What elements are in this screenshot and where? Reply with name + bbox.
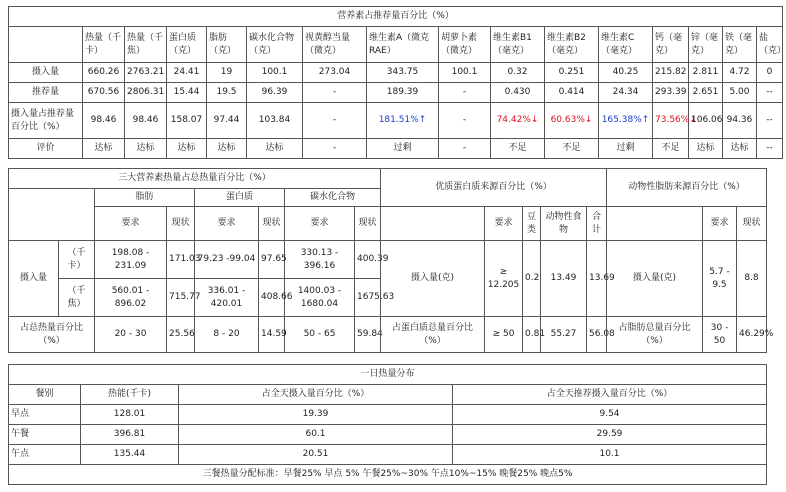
row-label: 推荐量 [9, 83, 83, 103]
t1-header: 胡萝卜素（微克） [439, 27, 491, 63]
cell: - [439, 103, 491, 139]
cell: 8.8 [737, 241, 767, 317]
t2-cur-header: 现状 [355, 207, 381, 241]
cell: 100.1 [247, 63, 303, 83]
cell: 达标 [247, 139, 303, 159]
t2-fat-header: 脂肪 [95, 189, 195, 207]
cell: 午餐 [9, 425, 81, 445]
cell: 过剩 [367, 139, 439, 159]
cell: 46.29% [737, 317, 767, 353]
cell: 8 - 20 [195, 317, 259, 353]
t4-req-header: 要求 [703, 207, 737, 241]
cell: 715.77 [167, 279, 195, 317]
cell: 10.1 [453, 445, 767, 465]
cell: 408.66 [259, 279, 285, 317]
row-label: 摄入量 [9, 63, 83, 83]
t3-req-header: 要求 [485, 207, 523, 241]
t4-cur-header: 现状 [737, 207, 767, 241]
t1-title: 营养素占推荐量百分比（%） [9, 7, 783, 27]
row-label: 评价 [9, 139, 83, 159]
cell: 60.1 [179, 425, 453, 445]
t2-carb-header: 碳水化合物 [285, 189, 381, 207]
t4-row-percent [607, 317, 767, 353]
t1-row-recommended [9, 83, 783, 103]
t1-header: 碳水化合物（克） [247, 27, 303, 63]
cell-under: 60.63%↓ [545, 103, 599, 139]
cell: 103.84 [247, 103, 303, 139]
cell: 0.251 [545, 63, 599, 83]
cell: 达标 [689, 139, 723, 159]
t4-row-intake [607, 241, 767, 317]
cell: 400.39 [355, 241, 381, 279]
cell: 0.430 [491, 83, 545, 103]
cell: 19.39 [179, 405, 453, 425]
t2-row-kcal [9, 241, 381, 279]
nutrient-percent-table [8, 6, 786, 159]
cell: 1675.63 [355, 279, 381, 317]
cell: 293.39 [653, 83, 689, 103]
t4-intake-label: 摄入量(克) [607, 241, 703, 317]
cell: 396.81 [81, 425, 179, 445]
t5-footer-note: 三餐热量分配标准：早餐25% 早点 5% 午餐25%~30% 午点10%~15% 晚餐25% 晚点5% [9, 465, 767, 485]
cell: 13.49 [541, 241, 587, 317]
t5-header-row [9, 385, 767, 405]
cell: 不足 [491, 139, 545, 159]
t1-row-intake [9, 63, 783, 83]
cell: 15.44 [167, 83, 207, 103]
cell: 198.08 - 231.09 [95, 241, 167, 279]
t2-kcal-label: （千卡） [59, 241, 95, 279]
cell: 171.03 [167, 241, 195, 279]
cell: 97.65 [259, 241, 285, 279]
t1-row-percent [9, 103, 783, 139]
cell: 97.44 [207, 103, 247, 139]
t1-header: 钙（毫克） [653, 27, 689, 63]
cell: 2.651 [689, 83, 723, 103]
cell: 560.01 - 896.02 [95, 279, 167, 317]
cell: 79.23 -99.04 [195, 241, 259, 279]
t1-header: 蛋白质（克） [167, 27, 207, 63]
cell: 达标 [167, 139, 207, 159]
cell: ≥ 12.205 [485, 241, 523, 317]
cell: 40.25 [599, 63, 653, 83]
cell: 0.414 [545, 83, 599, 103]
t1-header-row [9, 27, 783, 63]
daily-energy-distribution-table [8, 364, 767, 485]
cell: 50 - 65 [285, 317, 355, 353]
t2-row-kj [9, 279, 381, 317]
cell: 20.51 [179, 445, 453, 465]
t5-row [9, 445, 767, 465]
cell: - [303, 83, 367, 103]
cell: 达标 [207, 139, 247, 159]
t5-header: 热能(千卡) [81, 385, 179, 405]
t3-pct-label: 占蛋白质总量百分比（%） [381, 317, 485, 353]
t1-header: 铁（毫克） [723, 27, 757, 63]
cell: 128.01 [81, 405, 179, 425]
cell-over: 181.51%↑ [367, 103, 439, 139]
cell: 9.54 [453, 405, 767, 425]
cell: 5.7 - 9.5 [703, 241, 737, 317]
cell: 98.46 [83, 103, 125, 139]
cell: 早点 [9, 405, 81, 425]
t1-header: 盐（克） [757, 27, 783, 63]
t2-pct-label: 占总热量百分比（%） [9, 317, 95, 353]
cell: 330.13 - 396.16 [285, 241, 355, 279]
cell: 2806.31 [125, 83, 167, 103]
t1-corner [9, 27, 83, 63]
cell: 55.27 [541, 317, 587, 353]
cell: 不足 [653, 139, 689, 159]
t1-header: 锌（毫克） [689, 27, 723, 63]
cell: -- [757, 139, 783, 159]
cell: - [439, 139, 491, 159]
t1-header: 维生素B1（毫克） [491, 27, 545, 63]
t5-row [9, 425, 767, 445]
t3-corner [381, 207, 485, 241]
cell: 100.1 [439, 63, 491, 83]
cell: 106.06 [689, 103, 723, 139]
macronutrient-energy-table [8, 168, 395, 353]
cell: 2763.21 [125, 63, 167, 83]
cell: 过剩 [599, 139, 653, 159]
cell: 30 - 50 [703, 317, 737, 353]
t2-kj-label: （千焦） [59, 279, 95, 317]
cell: 24.41 [167, 63, 207, 83]
t3-animal-header: 动物性食物 [541, 207, 587, 241]
cell: 达标 [723, 139, 757, 159]
cell: ≥ 50 [485, 317, 523, 353]
t5-header: 餐别 [9, 385, 81, 405]
cell: -- [757, 83, 783, 103]
cell: 98.46 [125, 103, 167, 139]
t2-protein-header: 蛋白质 [195, 189, 285, 207]
cell: 0.2 [523, 241, 541, 317]
t2-req-header: 要求 [195, 207, 259, 241]
cell: 13.69 [587, 241, 607, 317]
cell: 19 [207, 63, 247, 83]
t2-cur-header: 现状 [259, 207, 285, 241]
t5-row [9, 405, 767, 425]
t2-intake-label: 摄入量 [9, 241, 59, 317]
cell: 273.04 [303, 63, 367, 83]
cell: 14.59 [259, 317, 285, 353]
t2-req-header: 要求 [95, 207, 167, 241]
t3-total-header: 合计 [587, 207, 607, 241]
cell-under: 74.42%↓ [491, 103, 545, 139]
cell: 135.44 [81, 445, 179, 465]
cell: 660.26 [83, 63, 125, 83]
t1-header: 视黄醇当量（微克） [303, 27, 367, 63]
t4-pct-label: 占脂肪总量百分比（%） [607, 317, 703, 353]
cell: 96.39 [247, 83, 303, 103]
t3-row-percent [381, 317, 607, 353]
t1-header: 维生素C（毫克） [599, 27, 653, 63]
cell: 343.75 [367, 63, 439, 83]
cell-under: 73.56%↓ [653, 103, 689, 139]
cell: 215.82 [653, 63, 689, 83]
cell: 1400.03 - 1680.04 [285, 279, 355, 317]
t1-header: 脂肪（克） [207, 27, 247, 63]
cell: 午点 [9, 445, 81, 465]
cell: - [303, 103, 367, 139]
cell-over: 165.38%↑ [599, 103, 653, 139]
t2-corner [9, 189, 95, 241]
t3-row-intake [381, 241, 607, 317]
t2-title: 三大营养素热量占总热量百分比（%） [9, 169, 381, 189]
t5-title: 一日热量分布 [9, 365, 767, 385]
cell: -- [757, 103, 783, 139]
cell: 5.00 [723, 83, 757, 103]
animal-fat-source-table [606, 168, 774, 353]
cell: 达标 [125, 139, 167, 159]
cell: 158.07 [167, 103, 207, 139]
t3-title: 优质蛋白质来源百分比（%） [381, 169, 607, 207]
cell: 0.81 [523, 317, 541, 353]
t1-header: 维生素B2（毫克） [545, 27, 599, 63]
t2-cur-header: 现状 [167, 207, 195, 241]
t5-header: 占全天摄入量百分比（%） [179, 385, 453, 405]
cell: 29.59 [453, 425, 767, 445]
cell: 670.56 [83, 83, 125, 103]
cell: - [439, 83, 491, 103]
cell: 189.39 [367, 83, 439, 103]
cell: 59.84 [355, 317, 381, 353]
cell: 0 [757, 63, 783, 83]
t1-header: 热量（千卡） [83, 27, 125, 63]
cell: 0.32 [491, 63, 545, 83]
t1-row-evaluation [9, 139, 783, 159]
cell: 19.5 [207, 83, 247, 103]
cell: 4.72 [723, 63, 757, 83]
cell: 不足 [545, 139, 599, 159]
t1-header: 热量（千焦） [125, 27, 167, 63]
cell: 24.34 [599, 83, 653, 103]
t3-intake-label: 摄入量(克) [381, 241, 485, 317]
t2-row-percent [9, 317, 381, 353]
cell: 20 - 30 [95, 317, 167, 353]
protein-source-table [380, 168, 615, 353]
t3-bean-header: 豆类 [523, 207, 541, 241]
cell: 56.08 [587, 317, 607, 353]
cell: 336.01 - 420.01 [195, 279, 259, 317]
cell: - [303, 139, 367, 159]
row-label: 摄入量占推荐量百分比（%） [9, 103, 83, 139]
t4-title: 动物性脂肪来源百分比（%） [607, 169, 767, 207]
t2-req-header: 要求 [285, 207, 355, 241]
cell: 达标 [83, 139, 125, 159]
t1-header: 维生素A（微克RAE） [367, 27, 439, 63]
cell: 25.56 [167, 317, 195, 353]
cell: 94.36 [723, 103, 757, 139]
t4-corner [607, 207, 703, 241]
cell: 2.811 [689, 63, 723, 83]
t5-header: 占全天推荐摄入量百分比（%） [453, 385, 767, 405]
